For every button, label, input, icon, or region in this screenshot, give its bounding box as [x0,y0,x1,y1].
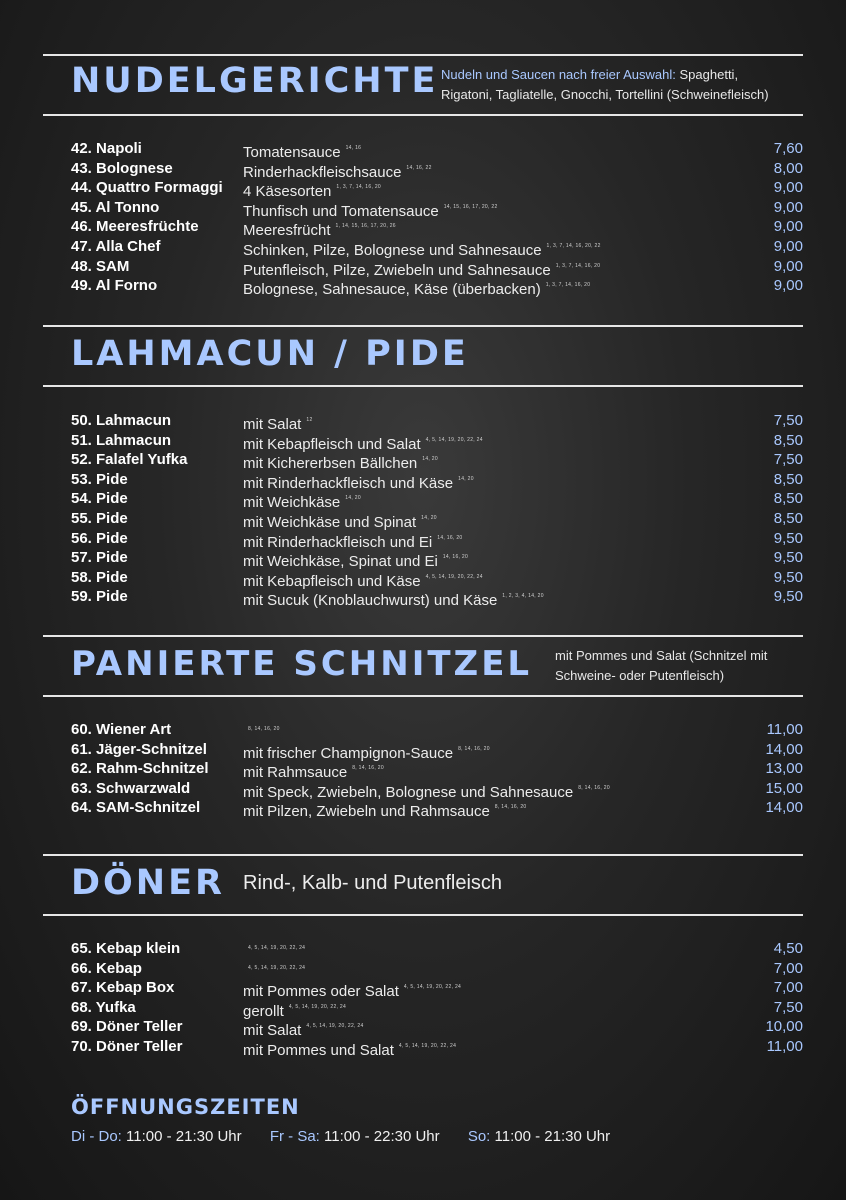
menu-item [71,257,803,277]
item-price: 15,00 [765,779,803,797]
item-name: 69. Döner Teller [71,1018,183,1036]
hours-slot [468,1128,610,1145]
item-price: 9,00 [773,218,803,236]
menu-item [71,548,803,571]
divider [43,635,803,637]
item-name: 65. Kebap klein [71,940,181,957]
item-description-text: mit Rinderhackfleisch und Käse [243,474,454,492]
menu-item [71,178,803,201]
menu-item [71,159,803,179]
item-description-text: mit Kebapfleisch und Salat [243,435,421,453]
menu-item [71,411,803,431]
hours-time: 11:00 - 21:30 Uhr [126,1128,242,1145]
item-allergens: 4, 5, 14, 19, 20, 22, 24 [425,436,483,443]
item-allergens: 4, 5, 14, 19, 20, 22, 24 [403,984,462,991]
menu-item [71,237,803,257]
item-name: 64. SAM-Schnitzel [71,799,201,817]
item-description-text: Meeresfrücht [243,222,331,240]
item-description-text: mit Pilzen, Zwiebeln und Rahmsauce [243,803,490,821]
menu-list [71,411,803,610]
section-doener [43,854,803,1064]
item-price: 7,60 [773,140,803,157]
item-description-text: Bolognese, Sahnesauce, Käse (überbacken) [243,281,541,299]
item-allergens: 4, 5, 14, 19, 20, 22, 24 [288,1003,347,1010]
hours-day: Fr - Sa: [269,1128,320,1145]
item-price: 9,00 [773,179,803,197]
item-allergens: 4, 5, 14, 19, 20, 22, 24 [248,964,306,971]
menu-item [71,1017,803,1040]
item-allergens: 14, 15, 16, 17, 20, 22 [443,203,498,210]
item-price: 14,00 [765,799,803,817]
item-price: 9,50 [773,549,803,567]
item-description-text: mit Salat [243,1022,302,1040]
divider [43,854,803,856]
item-name: 67. Kebap Box [71,979,175,997]
item-description [243,276,590,300]
item-name: 45. Al Tonno [71,198,160,216]
item-price: 9,00 [773,237,803,255]
item-name: 52. Falafel Yufka [71,451,188,469]
item-description-text: mit Kichererbsen Bällchen [243,455,418,473]
item-price: 9,50 [773,568,803,586]
item-description-text: mit Pommes oder Salat [243,983,399,1001]
item-allergens: 12 [306,417,313,423]
subtitle-rest: Spaghetti, Rigatoni, Tagliatelle, Gnocchi, Tortellini (Schweinefleisch) [441,67,769,102]
item-price: 11,00 [766,721,803,738]
item-description-text: mit Salat [243,416,302,433]
item-description-text: mit Speck, Zwiebeln, Bolognese und Sahnesauce [243,783,574,801]
item-name: 54. Pide [71,490,128,508]
item-description-text: Thunfisch und Tomatensauce [243,202,439,220]
item-name: 50. Lahmacun [71,412,172,429]
item-price: 9,00 [773,198,803,216]
item-price: 8,50 [773,490,803,508]
item-name: 66. Kebap [71,959,142,977]
menu-item [71,998,803,1018]
item-description-text: mit frischer Champignon-Sauce [243,744,454,762]
divider [43,54,803,56]
item-price: 8,50 [773,431,803,449]
item-description [243,798,527,822]
item-allergens: 8, 14, 16, 20 [458,745,490,752]
item-price: 7,50 [773,998,803,1016]
section-subtitle: mit Pommes und Salat (Schnitzel mit Schweine- oder Putenfleisch) [555,648,768,683]
divider [43,695,803,697]
item-name: 51. Lahmacun [71,431,172,449]
menu-list [71,139,803,299]
item-name: 58. Pide [71,568,128,586]
section-panierte-schnitzel [43,635,803,835]
item-description [243,587,544,611]
item-description-text: 4 Käsesorten [243,183,332,201]
item-price: 10,00 [765,1018,803,1036]
menu-list [71,939,803,1057]
item-price: 13,00 [765,760,803,778]
item-description-text: mit Weichkäse und Spinat [243,513,417,531]
item-name: 56. Pide [71,529,128,547]
item-price: 14,00 [765,740,803,758]
item-allergens: 1, 3, 7, 14, 16, 20, 22 [546,242,601,249]
menu-item [71,959,803,979]
item-description-text: Putenfleisch, Pilze, Zwiebeln und Sahnesauce [243,261,551,279]
item-allergens: 4, 5, 14, 19, 20, 22, 24 [306,1023,364,1030]
item-price: 9,50 [773,529,803,547]
menu-item [71,978,803,1001]
section-title: LAHMACUN / PIDE [71,334,469,374]
divider [43,914,803,916]
item-allergens: 4, 5, 14, 19, 20, 22, 24 [425,573,483,580]
item-price: 4,50 [773,940,803,957]
item-description-text: mit Rinderhackfleisch und Ei [243,533,433,551]
item-allergens: 1, 14, 15, 16, 17, 20, 26 [335,223,396,230]
item-description-text: mit Weichkäse [243,494,341,512]
menu-item [71,720,803,740]
divider [43,385,803,387]
subtitle-accent: Nudeln und Saucen nach freier Auswahl: [441,67,676,82]
menu-item [71,587,803,610]
hours-title: ÖFFNUNGSZEITEN [71,1095,300,1119]
item-name: 47. Alla Chef [71,237,161,255]
menu-item [71,759,803,782]
item-name: 61. Jäger-Schnitzel [71,740,207,758]
item-description-text: mit Sucuk (Knoblauchwurst) und Käse [243,592,498,610]
menu-item [71,431,803,451]
hours-time: 11:00 - 22:30 Uhr [324,1128,440,1145]
item-allergens: 4, 5, 14, 19, 20, 22, 24 [248,945,306,951]
section-subtitle: Rind-, Kalb- und Putenfleisch [243,872,503,894]
item-description-text: mit Kebapfleisch und Käse [243,572,421,590]
item-price: 9,00 [773,257,803,275]
item-allergens: 14, 20 [458,475,474,482]
item-price: 11,00 [766,1037,803,1055]
item-allergens: 14, 16, 22 [406,164,432,171]
item-description-text: mit Rahmsauce [243,764,348,782]
item-allergens: 1, 3, 7, 14, 16, 20 [336,184,382,191]
menu-list [71,720,803,821]
menu-item [71,740,803,760]
item-price: 7,50 [773,412,803,429]
item-price: 7,00 [773,959,803,977]
item-name: 59. Pide [71,588,128,606]
item-allergens: 1, 2, 3, 4, 14, 20 [502,593,544,600]
section-title: NUDELGERICHTE [71,61,439,101]
hours-slot [270,1128,440,1145]
menu-item [71,217,803,240]
item-allergens: 14, 16, 20 [442,554,469,561]
item-price: 7,50 [773,451,803,469]
item-allergens: 8, 14, 16, 20 [248,726,280,732]
item-name: 42. Napoli [71,140,142,157]
menu-item [71,509,803,529]
item-description-text: Tomatensauce [243,144,341,161]
menu-item [71,798,803,821]
item-allergens: 14, 20 [421,514,437,521]
item-description-text: gerollt [243,1002,284,1020]
item-allergens: 14, 16 [345,145,362,151]
hours-slot [71,1128,242,1145]
item-name: 53. Pide [71,470,128,488]
item-name: 49. Al Forno [71,277,158,295]
item-name: 57. Pide [71,549,128,567]
item-name: 55. Pide [71,509,128,527]
item-description-text: Rinderhackfleischsauce [243,163,402,181]
section-title: PANIERTE SCHNITZEL [71,644,533,684]
item-allergens: 14, 16, 20 [437,534,463,541]
item-price: 9,50 [773,588,803,606]
item-allergens: 14, 20 [345,495,361,502]
item-allergens: 1, 3, 7, 14, 16, 20 [555,262,601,269]
menu-item [71,779,803,799]
item-name: 43. Bolognese [71,159,173,177]
hours-time: 11:00 - 21:30 Uhr [494,1128,611,1145]
section-lahmacun-pide [43,325,803,615]
item-name: 68. Yufka [71,998,136,1016]
menu-item [71,276,803,299]
item-name: 48. SAM [71,257,130,275]
section-nudelgerichte [43,54,803,304]
hours-day: So: [467,1128,491,1145]
item-allergens: 4, 5, 14, 19, 20, 22, 24 [398,1042,457,1049]
item-price: 8,50 [773,509,803,527]
item-price: 9,00 [773,277,803,295]
item-name: 44. Quattro Formaggi [71,179,223,197]
item-allergens: 14, 20 [422,456,438,463]
item-price: 8,00 [773,159,803,177]
hours-line [71,1128,634,1145]
section-title: DÖNER [71,863,225,903]
item-description-text: mit Pommes und Salat [243,1041,394,1059]
menu-item [71,198,803,218]
item-allergens: 8, 14, 16, 20 [352,765,384,772]
item-name: 70. Döner Teller [71,1037,183,1055]
menu-item [71,450,803,473]
item-description [243,1037,456,1061]
menu-item [71,470,803,490]
item-name: 46. Meeresfrüchte [71,218,199,236]
menu-item [71,1037,803,1057]
item-name: 60. Wiener Art [71,721,172,738]
item-description-text: mit Weichkäse, Spinat und Ei [243,553,438,571]
item-allergens: 1, 3, 7, 14, 16, 20 [545,282,591,289]
hours-day: Di - Do: [71,1128,122,1145]
item-name: 62. Rahm-Schnitzel [71,760,209,778]
item-description-text: Schinken, Pilze, Bolognese und Sahnesauce [243,241,542,259]
menu-item [71,139,803,159]
divider [43,325,803,327]
item-price: 7,00 [773,979,803,997]
item-price: 8,50 [773,470,803,488]
menu-item [71,489,803,512]
menu-item [71,568,803,588]
section-subtitle [441,65,781,105]
item-name: 63. Schwarzwald [71,779,191,797]
menu-item [71,939,803,959]
item-allergens: 8, 14, 16, 20 [578,784,610,791]
menu-item [71,529,803,549]
divider [43,114,803,116]
item-allergens: 8, 14, 16, 20 [494,804,527,811]
